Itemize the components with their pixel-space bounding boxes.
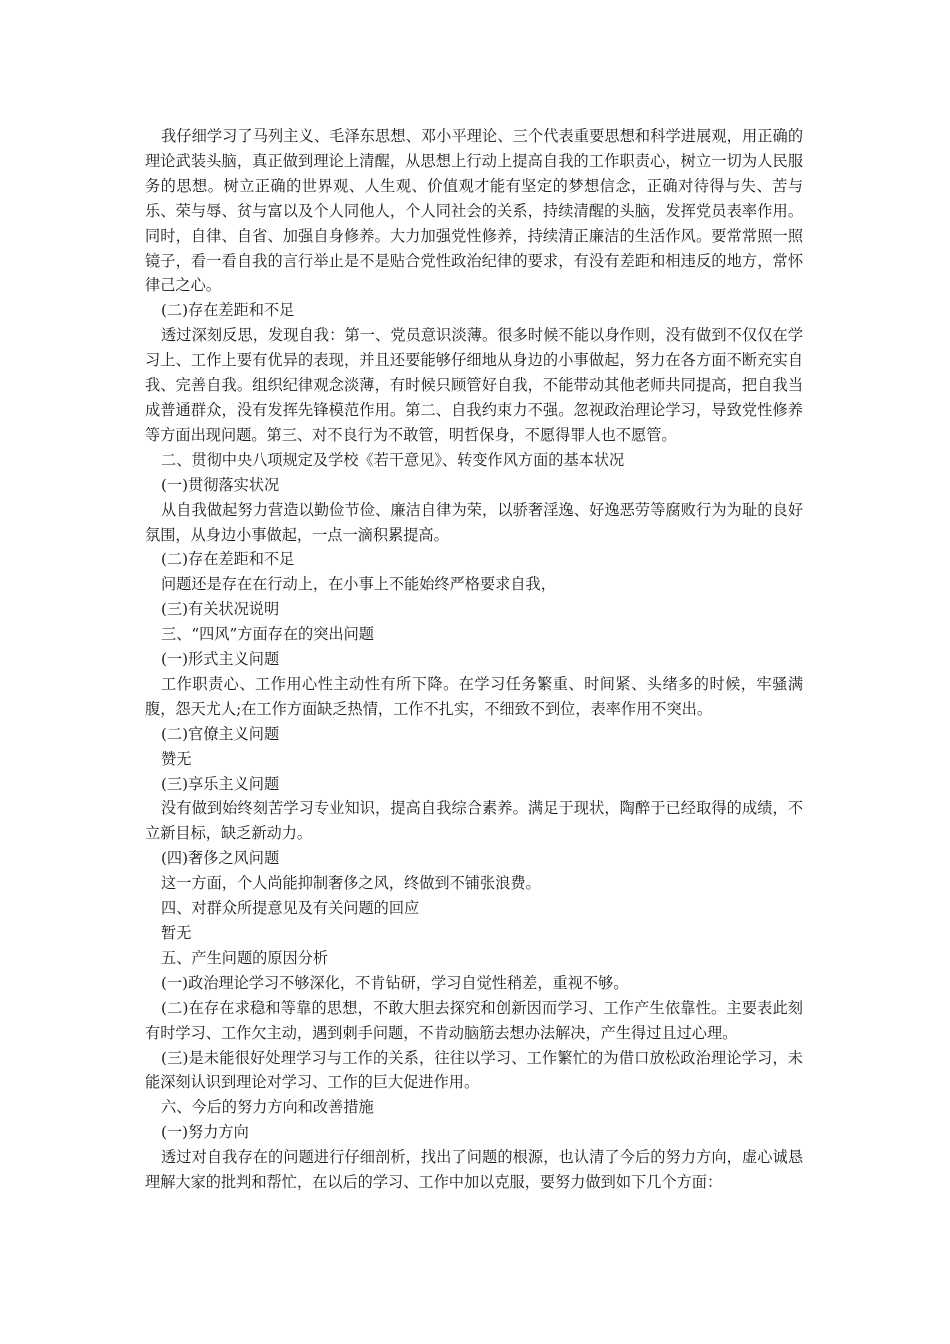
subheading-direction: (一)努力方向 bbox=[161, 1123, 249, 1142]
paragraph-implementation: 从自我做起努力营造以勤俭节俭、廉洁自律为荣，以骄奢淫逸、好逸恶劳等腐败行为为耻的良好氛围，从身边小事做起，一点一滴积累提高。 bbox=[145, 500, 803, 544]
subheading-formalism: (一)形式主义问题 bbox=[161, 650, 280, 669]
section-heading-4: 四、对群众所提意见及有关问题的回应 bbox=[161, 899, 420, 918]
subheading-gap-1: (二)存在差距和不足 bbox=[161, 301, 295, 320]
paragraph-direction: 透过对自我存在的问题进行仔细剖析，找出了问题的根源，也认清了今后的努力方向，虚心诚恳理解大家的批判和帮忙，在以后的学习、工作中加以克服，要努力做到如下几个方面： bbox=[145, 1148, 803, 1192]
paragraph-hedonism: 没有做到始终刻苦学习专业知识，提高自我综合素养。满足于现状，陶醉于已经取得的成绩，不立新目标，缺乏新动力。 bbox=[145, 799, 803, 843]
paragraph-bureaucracy: 赞无 bbox=[161, 749, 192, 768]
paragraph-extravagance: 这一方面，个人尚能抑制奢侈之风，终做到不铺张浪费。 bbox=[161, 874, 541, 893]
paragraph-intro: 我仔细学习了马列主义、毛泽东思想、邓小平理论、三个代表重要思想和科学进展观，用正确的理论武装头脑，真正做到理论上清醒，从思想上行动上提高自我的工作职责心，树立一切为人民服务的思想。树立正确的世界观、人生观、价值观才能有坚定的梦想信念，正确对待得与失、苦与乐、荣与辱、贫与富以及个人同他人，个人同社会的关系，持续清醒的头脑，发挥党员表率作用。同时，自律、自省、加强自身修养。大力加强党性修养，持续清正廉洁的生活作风。要常常照一照镜子，看一看自我的言行举止是不是贴合党性政治纪律的要求，有没有差距和相违反的地方，常怀律己之心。 bbox=[145, 127, 803, 295]
subheading-related: (三)有关状况说明 bbox=[161, 600, 280, 619]
section-heading-3: 三、“四风”方面存在的突出问题 bbox=[161, 625, 374, 644]
paragraph-cause-2: (二)在存在求稳和等靠的思想，不敢大胆去探究和创新因而学习、工作产生依靠性。主要表此刻有时学习、工作欠主动，遇到刺手问题，不肯动脑筋去想办法解决，产生得过且过心理。 bbox=[145, 998, 803, 1042]
document-page bbox=[145, 124, 803, 1195]
section-heading-2: 二、贯彻中央八项规定及学校《若干意见》、转变作风方面的基本状况 bbox=[161, 450, 625, 469]
paragraph-cause-1: (一)政治理论学习不够深化，不肯钻研，学习自觉性稍差，重视不够。 bbox=[161, 973, 629, 992]
subheading-bureaucracy: (二)官僚主义问题 bbox=[161, 724, 280, 743]
paragraph-gap-2: 问题还是存在在行动上，在小事上不能始终严格要求自我， bbox=[161, 575, 556, 594]
subheading-implementation: (一)贯彻落实状况 bbox=[161, 475, 280, 494]
paragraph-response: 暂无 bbox=[161, 924, 192, 942]
section-heading-6: 六、今后的努力方向和改善措施 bbox=[161, 1098, 374, 1117]
subheading-extravagance: (四)奢侈之风问题 bbox=[161, 849, 280, 868]
paragraph-formalism: 工作职责心、工作用心性主动性有所下降。在学习任务繁重、时间紧、头绪多的时候，牢骚满腹，怨天尤人;在工作方面缺乏热情，工作不扎实，不细致不到位，表率作用不突出。 bbox=[145, 674, 803, 718]
paragraph-reflection: 透过深刻反思，发现自我：第一、党员意识淡薄。很多时候不能以身作则，没有做到不仅仅在学习上、工作上要有优异的表现，并且还要能够仔细地从身边的小事做起，努力在各方面不断充实自我、完善自我。组织纪律观念淡薄，有时候只顾管好自我，不能带动其他老师共同提高，把自我当成普通群众，没有发挥先锋模范作用。第二、自我约束力不强。忽视政治理论学习，导致党性修养等方面出现问题。第三、对不良行为不敢管，明哲保身，不愿得罪人也不愿管。 bbox=[145, 326, 803, 444]
subheading-gap-2: (二)存在差距和不足 bbox=[161, 550, 295, 569]
subheading-hedonism: (三)享乐主义问题 bbox=[161, 774, 280, 793]
paragraph-cause-3: (三)是未能很好处理学习与工作的关系，往往以学习、工作繁忙的为借口放松政治理论学习，未能深刻认识到理论对学习、工作的巨大促进作用。 bbox=[145, 1048, 803, 1092]
section-heading-5: 五、产生问题的原因分析 bbox=[161, 948, 329, 967]
